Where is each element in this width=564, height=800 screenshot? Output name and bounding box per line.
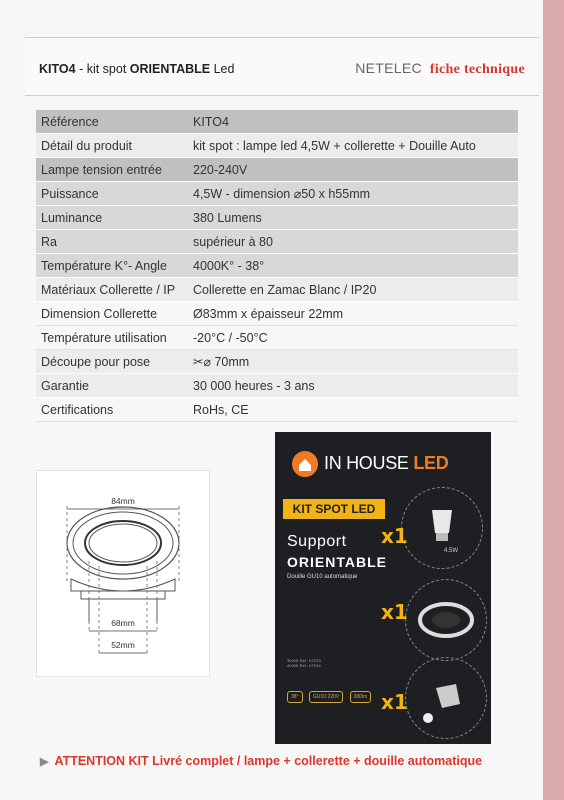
spec-label: Dimension Collerette [36, 302, 188, 326]
spec-value: 4000K° - 38° [188, 254, 518, 278]
brand-block [355, 60, 525, 78]
badge-lumen: 380lm [350, 691, 372, 703]
spec-label: Certifications [36, 398, 188, 422]
title-bold: ORIENTABLE [129, 62, 211, 76]
spec-value: -20°C / -50°C [188, 326, 518, 350]
spec-value: 220-240V [188, 158, 518, 182]
product-title [39, 62, 234, 76]
spec-row [36, 350, 518, 374]
collar-icon [406, 580, 486, 660]
spec-label: Garantie [36, 374, 188, 398]
title-code: KITO4 [39, 62, 76, 76]
dimension-drawing [36, 470, 210, 677]
socket-circle [405, 657, 487, 739]
package-orientable: ORIENTABLE [287, 554, 387, 570]
variant-1: 3000K Ref : KITO3 [287, 658, 321, 663]
spec-value: 380 Lumens [188, 206, 518, 230]
socket-icon [406, 658, 486, 738]
collar-drawing-svg [37, 471, 209, 676]
spec-label: Détail du produit [36, 134, 188, 158]
title-post: Led [210, 62, 235, 76]
spec-value: supérieur à 80 [188, 230, 518, 254]
spec-label: Découpe pour pose [36, 350, 188, 374]
spec-value: KITO4 [188, 110, 518, 134]
spec-label: Référence [36, 110, 188, 134]
spec-label: Température utilisation [36, 326, 188, 350]
spec-badges [287, 685, 373, 703]
x1-collar: x1 [381, 600, 408, 624]
play-arrow-icon: ▶ [40, 756, 49, 768]
kit-label: KIT SPOT LED [283, 499, 385, 519]
package-brand-led: LED [413, 453, 449, 473]
spec-row [36, 158, 518, 182]
spec-value: RoHs, CE [188, 398, 518, 422]
lamp-power: 4.5W [444, 548, 459, 554]
collar-circle [405, 579, 487, 661]
house-logo-icon [292, 451, 318, 477]
spec-label: Température K°- Angle [36, 254, 188, 278]
spec-row [36, 278, 518, 302]
spec-row [36, 206, 518, 230]
spec-row [36, 230, 518, 254]
spec-row [36, 326, 518, 350]
attention-note [40, 754, 482, 768]
spec-row [36, 398, 518, 422]
package-support: Support [287, 533, 347, 550]
product-package-image [275, 432, 491, 744]
spec-value: 4,5W - dimension ⌀50 x h55mm [188, 182, 518, 206]
spec-row [36, 374, 518, 398]
package-douille: Douille GU10 automatique [287, 574, 358, 580]
package-brand-pre: IN HOUSE [324, 453, 414, 473]
spec-row [36, 254, 518, 278]
spec-value: Ø83mm x épaisseur 22mm [188, 302, 518, 326]
spec-table [36, 110, 518, 422]
header-band [25, 37, 539, 96]
sheet-type: fiche technique [429, 62, 525, 77]
dim-outer-label: 84mm [111, 496, 135, 506]
spec-label: Puissance [36, 182, 188, 206]
brand-name: NETELEC [355, 60, 422, 76]
title-pre: - kit spot [75, 62, 130, 76]
spec-value: Collerette en Zamac Blanc / IP20 [188, 278, 518, 302]
dim-mid-label: 68mm [111, 618, 135, 628]
side-color-band [543, 0, 564, 800]
spec-label: Luminance [36, 206, 188, 230]
spec-row [36, 182, 518, 206]
spec-label: Matériaux Collerette / IP [36, 278, 188, 302]
attention-text: ATTENTION KIT Livré complet / lampe + collerette + douille automatique [54, 754, 483, 768]
spec-label: Lampe tension entrée [36, 158, 188, 182]
variant-info [287, 658, 321, 668]
variant-2: 4000K Ref : KITO4 [287, 663, 321, 668]
package-brand [324, 453, 448, 474]
spec-row [36, 134, 518, 158]
spec-value: ✂⌀ 70mm [188, 350, 518, 374]
badge-socket: GU10 220V [309, 691, 343, 703]
x1-lamp: x1 [381, 524, 408, 548]
lamp-icon [402, 488, 482, 568]
badge-angle: 38° [287, 691, 303, 703]
lamp-circle [401, 487, 483, 569]
spec-value: 30 000 heures - 3 ans [188, 374, 518, 398]
spec-row [36, 110, 518, 134]
spec-row [36, 302, 518, 326]
x1-socket: x1 [381, 690, 408, 714]
spec-label: Ra [36, 230, 188, 254]
spec-value: kit spot : lampe led 4,5W + collerette + Douille Auto [188, 134, 518, 158]
dim-inner-label: 52mm [111, 640, 135, 650]
